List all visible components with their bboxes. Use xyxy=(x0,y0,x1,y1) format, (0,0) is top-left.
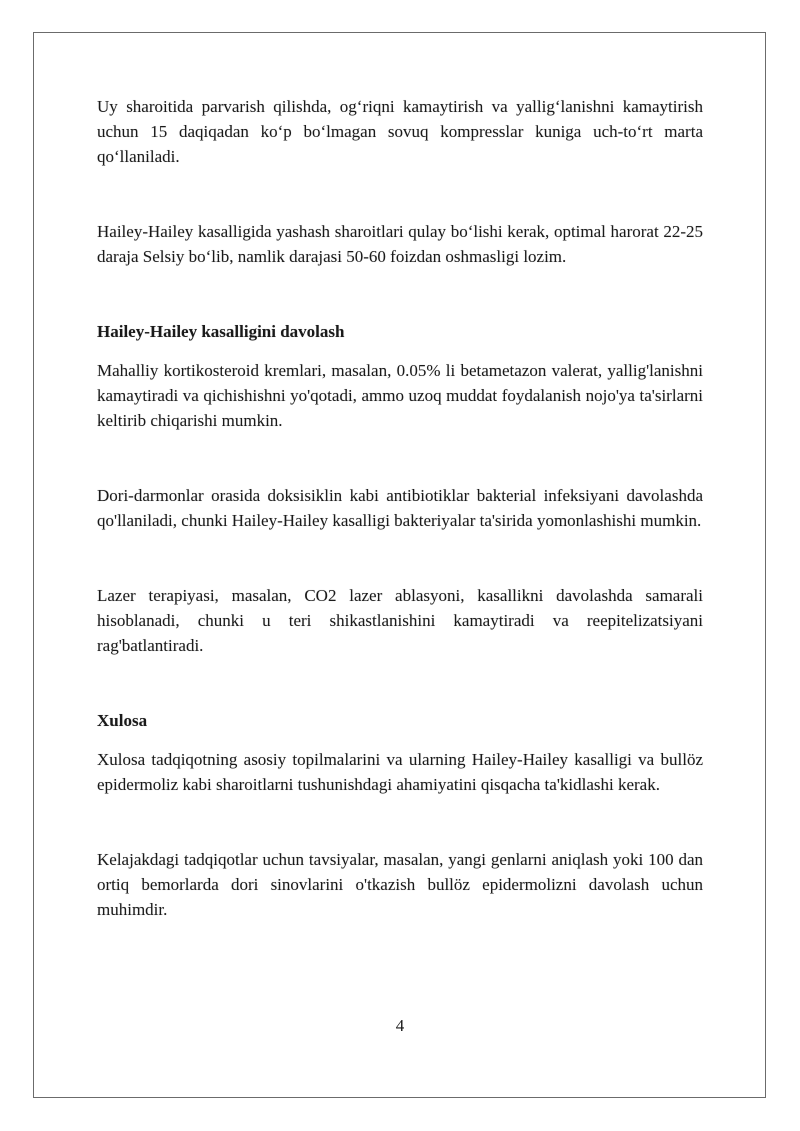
paragraph-home-care: Uy sharoitida parvarish qilishda, og‘riqni kamaytirish va yallig‘lanishni kamaytirish uchun 15 daqiqadan ko‘p bo‘lmagan sovuq kompresslar kuniga uch-to‘rt marta qo‘llaniladi. xyxy=(97,97,703,166)
paragraph-future-research: Kelajakdagi tadqiqotlar uchun tavsiyalar, masalan, yangi genlarni aniqlash yoki 100 dan ortiq bemorlarda dori sinovlarini o'tkazish bullöz epidermolizni davolash uchun muhimdir. xyxy=(97,850,703,919)
paragraph-laser-therapy: Lazer terapiyasi, masalan, CO2 lazer ablasyoni, kasallikni davolashda samarali hisoblanadi, chunki u teri shikastlanishini kamaytiradi va reepitelizatsiyani rag'batlantiradi. xyxy=(97,586,703,655)
paragraph-antibiotics: Dori-darmonlar orasida doksisiklin kabi antibiotiklar bakterial infeksiyani davolashda qo'llaniladi, chunki Hailey-Hailey kasalligi bakteriyalar ta'sirida yomonlashishi mumkin. xyxy=(97,486,703,530)
heading-conclusion: Xulosa xyxy=(97,711,148,730)
page-content xyxy=(97,94,703,922)
paragraph-conclusion-summary: Xulosa tadqiqotning asosiy topilmalarini va ularning Hailey-Hailey kasalligi va bullöz epidermoliz kabi sharoitlarni tushunishdagi ahamiyatini qisqacha ta'kidlashi kerak. xyxy=(97,750,703,794)
page-number: 4 xyxy=(395,1016,405,1035)
paragraph-living-conditions: Hailey-Hailey kasalligida yashash sharoitlari qulay bo‘lishi kerak, optimal harorat 22-25 daraja Selsiy bo‘lib, namlik darajasi 50-60 foizdan oshmasligi lozim. xyxy=(97,222,703,266)
heading-treatment: Hailey-Hailey kasalligini davolash xyxy=(97,322,345,341)
paragraph-corticosteroids: Mahalliy kortikosteroid kremlari, masalan, 0.05% li betametazon valerat, yallig'lanishni kamaytiradi va qichishishni yo'qotadi, ammo uzoq muddat foydalanish nojo'ya ta'sirlarni keltirib chiqarishi mumkin. xyxy=(97,361,703,430)
